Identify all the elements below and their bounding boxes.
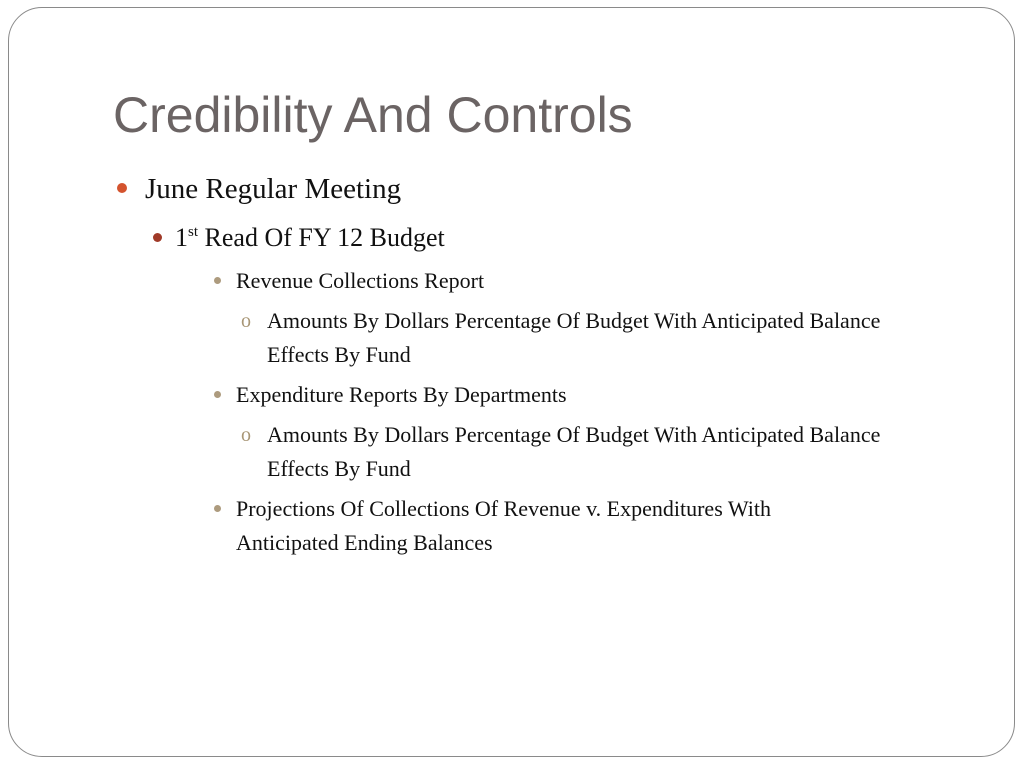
- bullet-level3-item: [236, 264, 484, 298]
- bullet-dot-icon: [214, 505, 221, 512]
- bullet-level3-item: [236, 492, 876, 560]
- bullet-level3-item: [236, 378, 567, 412]
- bullet-dot-icon: [214, 391, 221, 398]
- slide-title: Credibility And Controls: [113, 87, 633, 143]
- bullet-text: Read Of FY 12 Budget: [198, 223, 445, 252]
- bullet-level4-item: [241, 304, 907, 372]
- bullet-text: June Regular Meeting: [145, 173, 402, 205]
- bullet-level1-item: [145, 171, 401, 207]
- bullet-dot-icon: [214, 277, 221, 284]
- circle-bullet-icon: o: [241, 424, 251, 446]
- ordinal-number: 1: [175, 223, 188, 252]
- circle-bullet-icon: o: [241, 310, 251, 332]
- ordinal-suffix: st: [188, 224, 199, 240]
- bullet-dot-icon: [153, 233, 162, 242]
- bullet-text: Amounts By Dollars Percentage Of Budget With Anticipated Balance Effects By Fund: [267, 422, 881, 481]
- bullet-dot-icon: [117, 183, 127, 193]
- bullet-level4-item: [241, 418, 907, 486]
- bullet-level2-item: [175, 221, 445, 255]
- bullet-text: Amounts By Dollars Percentage Of Budget With Anticipated Balance Effects By Fund: [267, 308, 881, 367]
- bullet-text: Expenditure Reports By Departments: [236, 382, 567, 407]
- bullet-text: Projections Of Collections Of Revenue v. Expenditures With Anticipated Ending Balances: [236, 496, 771, 555]
- bullet-text: Revenue Collections Report: [236, 268, 485, 293]
